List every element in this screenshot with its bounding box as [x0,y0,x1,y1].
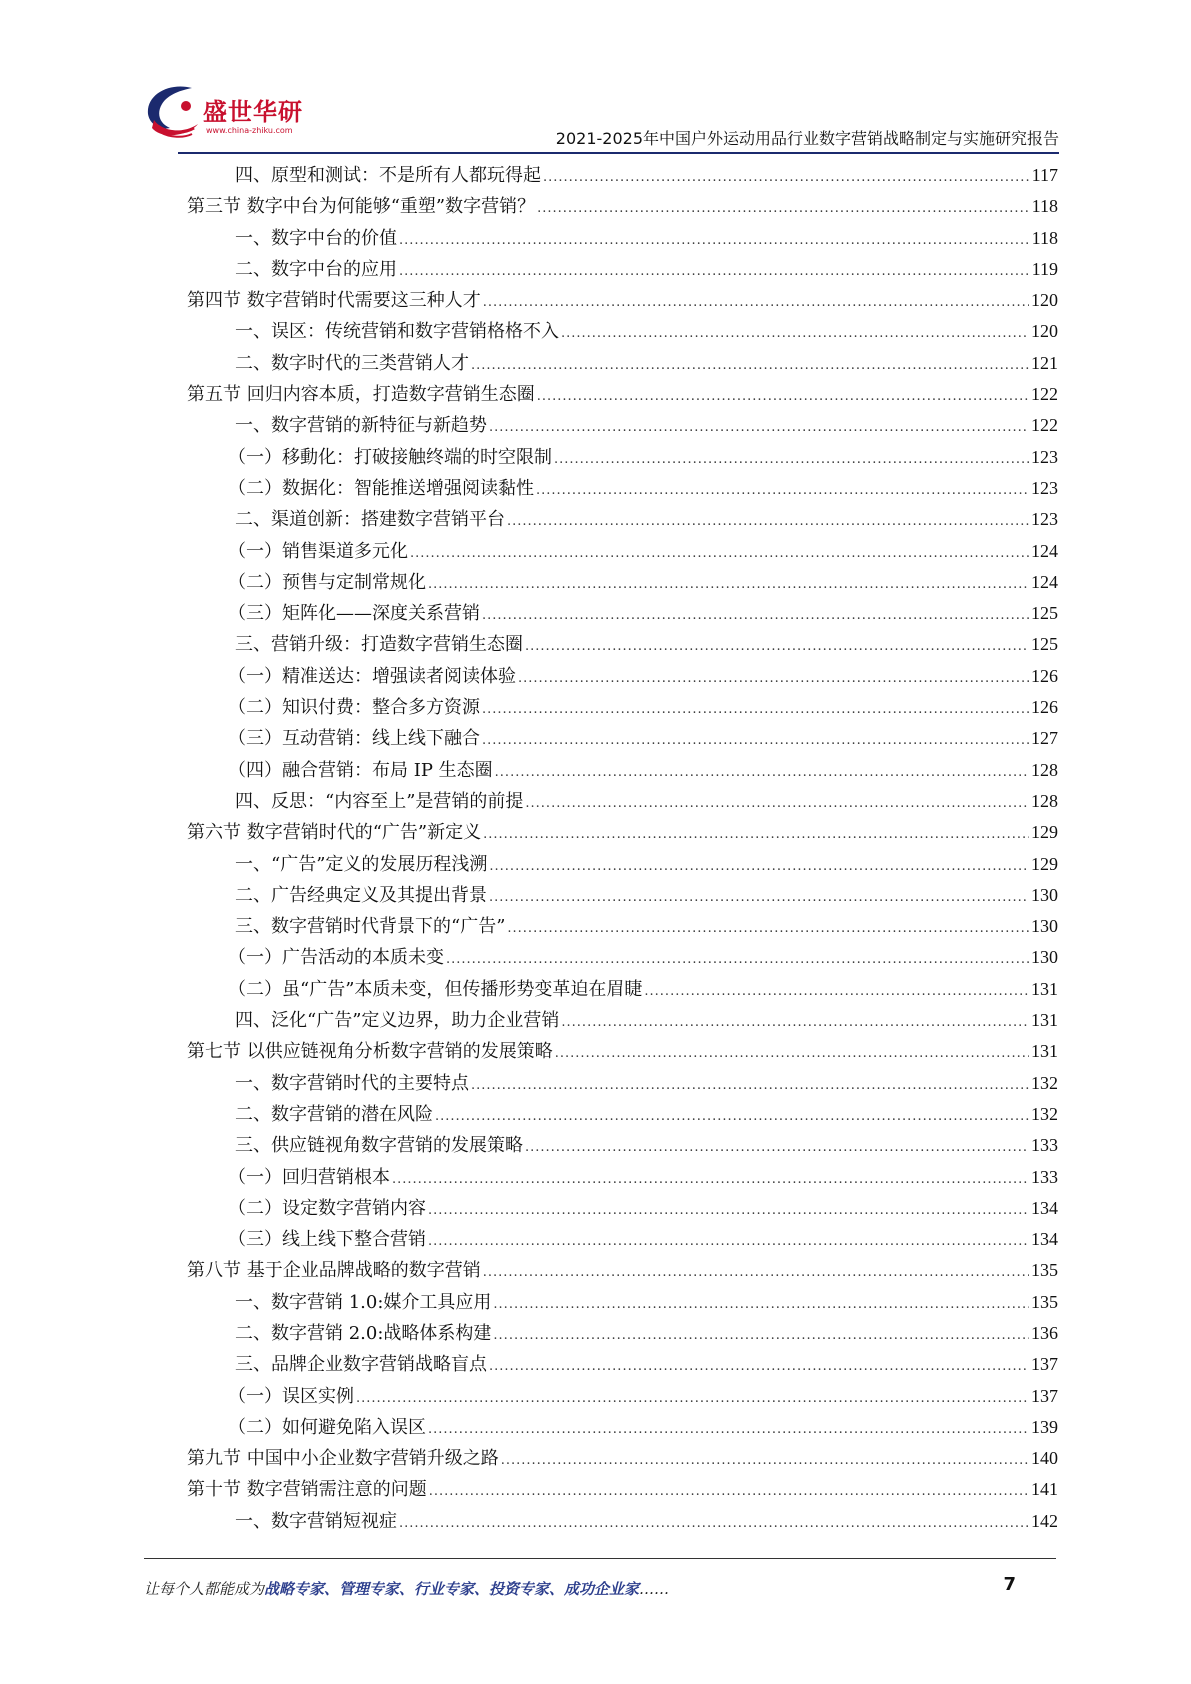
footer-slogan-highlight: 战略专家、管理专家、行业专家、投资专家、成功企业家 [264,1580,640,1598]
toc-entry-page: 123 [1031,446,1058,467]
footer-slogan-prefix: 让每个人都能成为 [144,1580,265,1598]
toc-dot-leader [482,725,1029,756]
toc-entry-page: 142 [1031,1510,1058,1531]
toc-dot-leader [555,1038,1029,1069]
toc-entry-title: 一、数字中台的价值 [235,227,397,249]
toc-entry-page: 126 [1031,697,1058,718]
toc-dot-leader [428,1195,1029,1226]
report-title: 2021-2025年中国户外运动用品行业数字营销战略制定与实施研究报告 [555,129,1059,148]
toc-entry-title: 三、品牌企业数字营销战略盲点 [235,1354,487,1376]
toc-dot-leader [482,694,1029,725]
toc-entry[interactable] [187,723,1058,754]
page-header [0,0,1191,150]
toc-entry[interactable] [187,1005,1058,1036]
toc-dot-leader [561,318,1029,349]
toc-entry[interactable] [187,1349,1058,1380]
toc-entry-title: （二）知识付费：整合多方资源 [228,697,480,719]
toc-dot-leader [356,1383,1029,1414]
toc-entry-title: 第五节 回归内容本质，打造数字营销生态圈 [187,384,535,406]
toc-entry[interactable] [187,567,1058,598]
toc-entry-title: 第十节 数字营销需注意的问题 [187,1479,427,1501]
toc-entry-title: 第三节 数字中台为何能够“重塑”数字营销？ [187,196,536,218]
toc-dot-leader [429,1476,1029,1507]
toc-entry-title: 二、数字中台的应用 [235,258,397,280]
toc-entry-page: 118 [1031,196,1058,217]
toc-entry-title: 二、渠道创新：搭建数字营销平台 [235,509,505,531]
toc-entry-title: 一、“广告”定义的发展历程浅溯 [235,853,488,875]
footer-divider [144,1558,1056,1559]
toc-entry-page: 129 [1031,853,1058,874]
toc-dot-leader [525,1132,1029,1163]
toc-entry-title: 第九节 中国中小企业数字营销升级之路 [187,1448,499,1470]
toc-entry-page: 129 [1031,822,1058,843]
toc-entry[interactable] [187,598,1058,629]
toc-dot-leader [501,1445,1029,1476]
toc-entry[interactable] [187,1099,1058,1130]
toc-entry-title: （三）互动营销：线上线下融合 [228,728,480,750]
toc-dot-leader [518,663,1029,694]
toc-entry-page: 124 [1031,571,1058,592]
company-logo [140,80,310,148]
toc-entry[interactable] [187,1130,1058,1161]
toc-entry-page: 141 [1031,1479,1058,1500]
toc-entry[interactable] [187,1381,1058,1412]
toc-entry[interactable] [187,379,1058,410]
toc-dot-leader [482,600,1029,631]
toc-entry-page: 128 [1031,759,1058,780]
toc-dot-leader [410,538,1029,569]
footer-slogan [144,1578,669,1599]
toc-entry[interactable] [187,942,1058,973]
toc-dot-leader [543,162,1030,193]
toc-entry-title: （三）线上线下整合营销 [228,1229,426,1251]
logo-emblem-icon [140,80,210,148]
toc-entry[interactable] [187,285,1058,316]
toc-entry[interactable] [187,160,1058,191]
toc-entry[interactable] [187,911,1058,942]
toc-entry-page: 126 [1031,665,1058,686]
toc-entry[interactable] [187,786,1058,817]
toc-entry-title: 一、数字营销的新特征与新趋势 [235,415,487,437]
toc-dot-leader [644,976,1029,1007]
table-of-contents [187,160,1058,1537]
toc-entry-page: 131 [1031,1041,1058,1062]
toc-entry-page: 135 [1031,1260,1058,1281]
toc-entry-page: 125 [1031,634,1058,655]
toc-entry-page: 131 [1031,1010,1058,1031]
toc-entry-page: 139 [1031,1416,1058,1437]
toc-entry-title: 三、营销升级：打造数字营销生态圈 [235,634,523,656]
toc-entry[interactable] [187,536,1058,567]
toc-entry[interactable] [187,1162,1058,1193]
toc-entry-title: 二、数字营销的潜在风险 [235,1103,433,1125]
toc-entry[interactable] [187,1193,1058,1224]
toc-dot-leader [507,913,1029,944]
toc-dot-leader [489,882,1029,913]
toc-entry[interactable] [187,348,1058,379]
toc-entry[interactable] [187,1224,1058,1255]
toc-entry-page: 117 [1031,165,1058,185]
toc-entry[interactable] [187,974,1058,1005]
toc-entry[interactable] [187,504,1058,535]
toc-dot-leader [537,193,1030,224]
toc-entry-title: （一）回归营销根本 [228,1166,390,1188]
toc-entry-title: 三、供应链视角数字营销的发展策略 [235,1135,523,1157]
toc-entry[interactable] [187,661,1058,692]
toc-dot-leader [537,381,1029,412]
toc-entry-title: 第六节 数字营销时代的“广告”新定义 [187,822,482,844]
toc-dot-leader [399,256,1030,287]
toc-dot-leader [435,1101,1029,1132]
toc-entry-page: 119 [1031,258,1058,279]
toc-entry[interactable] [187,1287,1058,1318]
footer-slogan-suffix: …… [639,1580,670,1598]
toc-dot-leader [561,1007,1029,1038]
toc-entry-page: 120 [1031,321,1058,342]
toc-entry-title: 一、误区：传统营销和数字营销格格不入 [235,321,559,343]
toc-entry-page: 122 [1031,384,1058,405]
toc-entry-page: 137 [1031,1354,1058,1375]
toc-entry-title: 三、数字营销时代背景下的“广告” [235,916,506,938]
toc-entry-page: 120 [1031,290,1058,311]
toc-entry-title: 二、广告经典定义及其提出背景 [235,884,487,906]
toc-dot-leader [489,851,1029,882]
toc-entry-title: 第四节 数字营销时代需要这三种人才 [187,290,481,312]
toc-entry-page: 123 [1031,509,1058,530]
toc-entry[interactable] [187,1443,1058,1474]
toc-entry[interactable] [187,1068,1058,1099]
toc-entry-title: （一）销售渠道多元化 [228,540,408,562]
toc-entry[interactable] [187,817,1058,848]
toc-dot-leader [392,1164,1029,1195]
toc-entry-page: 131 [1031,978,1058,999]
toc-dot-leader [471,350,1029,381]
toc-dot-leader [495,757,1029,788]
toc-entry-page: 136 [1031,1322,1058,1343]
toc-entry[interactable] [187,880,1058,911]
toc-entry-title: 第八节 基于企业品牌战略的数字营销 [187,1260,481,1282]
toc-entry[interactable] [187,410,1058,441]
toc-entry[interactable] [187,1506,1058,1537]
toc-entry[interactable] [187,692,1058,723]
toc-entry[interactable] [187,191,1058,222]
toc-entry-page: 140 [1031,1448,1058,1469]
toc-entry-page: 133 [1031,1166,1058,1187]
toc-entry[interactable] [187,254,1058,285]
toc-entry-page: 125 [1031,603,1058,624]
toc-entry[interactable] [187,1318,1058,1349]
toc-dot-leader [525,631,1029,662]
toc-entry-page: 118 [1031,227,1058,248]
toc-entry-title: 第七节 以供应链视角分析数字营销的发展策略 [187,1041,553,1063]
logo-text: 盛世华研 [203,98,303,126]
toc-dot-leader [483,819,1029,850]
toc-dot-leader [507,506,1029,537]
toc-entry[interactable] [187,1036,1058,1067]
toc-entry-title: （二）设定数字营销内容 [228,1197,426,1219]
toc-entry-title: 一、数字营销 1.0:媒介工具应用 [235,1291,492,1313]
toc-dot-leader [471,1070,1029,1101]
toc-dot-leader [489,412,1029,443]
toc-entry-page: 135 [1031,1291,1058,1312]
toc-entry[interactable] [187,442,1058,473]
toc-entry-page: 134 [1031,1197,1058,1218]
toc-entry-title: 二、数字营销 2.0:战略体系构建 [235,1322,492,1344]
toc-dot-leader [493,1289,1029,1320]
toc-entry-title: （三）矩阵化——深度关系营销 [228,603,480,625]
toc-dot-leader [446,944,1029,975]
toc-entry[interactable] [187,316,1058,347]
toc-entry-page: 133 [1031,1135,1058,1156]
toc-entry-page: 128 [1031,790,1058,811]
toc-entry-title: （二）虽“广告”本质未变，但传播形势变革迫在眉睫 [228,978,643,1000]
toc-dot-leader [399,225,1030,256]
toc-entry-page: 124 [1031,540,1058,561]
toc-entry[interactable] [187,755,1058,786]
toc-entry-title: （一）移動化：打破接触终端的时空限制 [228,446,552,468]
toc-dot-leader [399,1508,1029,1539]
toc-entry[interactable] [187,629,1058,660]
toc-entry[interactable] [187,849,1058,880]
toc-entry-title: （二）预售与定制常规化 [228,571,426,593]
toc-dot-leader [493,1320,1029,1351]
toc-entry[interactable] [187,1255,1058,1286]
toc-entry-page: 137 [1031,1385,1058,1406]
header-divider [178,152,1059,154]
toc-dot-leader [428,1226,1029,1257]
toc-entry[interactable] [187,473,1058,504]
toc-entry-title: 四、泛化“广告”定义边界，助力企业营销 [235,1010,560,1032]
toc-entry-title: 四、反思：“内容至上”是营销的前提 [235,790,524,812]
page-number: 7 [1003,1574,1016,1595]
toc-entry-title: （二）如何避免陷入误区 [228,1416,426,1438]
toc-entry-page: 121 [1031,352,1058,373]
toc-entry[interactable] [187,223,1058,254]
toc-entry-page: 130 [1031,916,1058,937]
toc-dot-leader [489,1351,1029,1382]
toc-dot-leader [525,788,1029,819]
toc-entry-title: 四、原型和测试：不是所有人都玩得起 [235,165,541,186]
toc-entry-title: （一）精准送达：增强读者阅读体验 [228,665,516,687]
toc-dot-leader [483,1257,1029,1288]
toc-entry-title: （四）融合营销：布局 IP 生态圈 [228,759,493,781]
toc-entry[interactable] [187,1412,1058,1443]
toc-entry-title: （二）数据化：智能推送增强阅读黏性 [228,477,534,499]
toc-entry-title: 一、数字营销短视症 [235,1510,397,1532]
toc-entry-page: 123 [1031,477,1058,498]
toc-entry-page: 122 [1031,415,1058,436]
toc-dot-leader [428,1414,1029,1445]
toc-entry-page: 127 [1031,728,1058,749]
toc-entry[interactable] [187,1474,1058,1505]
toc-dot-leader [483,287,1029,318]
toc-entry-page: 132 [1031,1072,1058,1093]
toc-entry-title: 二、数字时代的三类营销人才 [235,352,469,374]
toc-entry-page: 130 [1031,947,1058,968]
toc-entry-page: 132 [1031,1103,1058,1124]
toc-entry-page: 134 [1031,1229,1058,1250]
toc-entry-title: （一）误区实例 [228,1385,354,1407]
toc-dot-leader [536,475,1029,506]
toc-entry-title: 一、数字营销时代的主要特点 [235,1072,469,1094]
toc-dot-leader [428,569,1029,600]
toc-entry-title: （一）广告活动的本质未变 [228,947,444,969]
toc-dot-leader [554,444,1029,475]
logo-url: www.china-zhiku.com [206,126,293,135]
toc-entry-page: 130 [1031,884,1058,905]
